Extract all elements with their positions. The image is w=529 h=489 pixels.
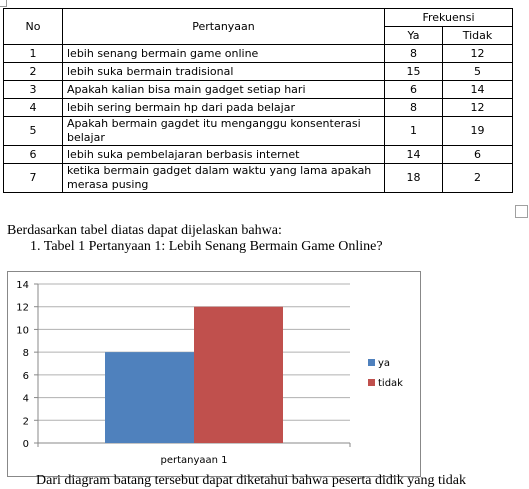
- row-yes-count: 15: [385, 63, 443, 81]
- row-no-count: 12: [443, 45, 513, 63]
- list-item-1: 1. Tabel 1 Pertanyaan 1: Lebih Senang Bermain Game Online?: [30, 239, 383, 254]
- row-question: [63, 164, 385, 193]
- bar-chart-svg: [8, 272, 420, 476]
- table-row: [4, 63, 513, 81]
- row-question: [63, 99, 385, 117]
- row-yes-count: 8: [385, 45, 443, 63]
- x-category-label: pertanyaan 1: [160, 455, 228, 466]
- question-line: merasa pusing: [67, 178, 149, 191]
- y-tick-label: 14: [16, 280, 29, 291]
- corner-mark: [0, 0, 7, 7]
- legend-label-ya: ya: [378, 358, 391, 369]
- row-number: 7: [4, 164, 63, 193]
- question-line: lebih sering bermain hp dari pada belajar: [67, 100, 295, 114]
- header-no-answer: Tidak: [443, 27, 513, 45]
- y-tick-label: 12: [16, 302, 29, 314]
- bar-tidak: [194, 307, 283, 443]
- table-row: [4, 164, 513, 193]
- row-no-count: 14: [443, 81, 513, 99]
- row-question: [63, 81, 385, 99]
- row-question: [63, 146, 385, 164]
- intro-text: Berdasarkan tabel diatas dapat dijelaskan bahwa:: [7, 223, 282, 238]
- row-no-count: 6: [443, 146, 513, 164]
- row-number: 5: [4, 117, 63, 146]
- header-question: Pertanyaan: [63, 9, 385, 45]
- question-line: lebih senang bermain game online: [67, 46, 259, 60]
- y-tick-label: 6: [22, 370, 29, 382]
- y-tick-label: 0: [22, 439, 29, 450]
- y-tick-label: 4: [22, 393, 29, 405]
- question-line: ketika bermain gadget dalam waktu yang lama apakah: [67, 164, 372, 177]
- bar-ya: [105, 352, 194, 443]
- header-yes: Ya: [385, 27, 443, 45]
- question-line: belajar: [67, 131, 105, 144]
- row-no-count: 5: [443, 63, 513, 81]
- row-no-count: 19: [443, 117, 513, 146]
- row-number: 3: [4, 81, 63, 99]
- row-no-count: 2: [443, 164, 513, 193]
- header-no: No: [4, 9, 63, 45]
- row-number: 6: [4, 146, 63, 164]
- legend-label-tidak: tidak: [378, 378, 403, 389]
- table-row: [4, 146, 513, 164]
- row-yes-count: 14: [385, 146, 443, 164]
- table-resize-handle[interactable]: [515, 205, 528, 218]
- question-line: Apakah kalian bisa main gadget setiap hari: [67, 82, 306, 96]
- header-frequency: Frekuensi: [385, 9, 513, 27]
- y-tick-label: 10: [16, 325, 29, 337]
- bar-chart: [7, 271, 421, 477]
- question-line: lebih suka pembelajaran berbasis internet: [67, 147, 300, 161]
- row-yes-count: 18: [385, 164, 443, 193]
- table-row: [4, 99, 513, 117]
- y-tick-label: 8: [22, 348, 29, 360]
- table-row: [4, 81, 513, 99]
- row-question: [63, 63, 385, 81]
- row-question: [63, 45, 385, 63]
- table-row: [4, 45, 513, 63]
- row-no-count: 12: [443, 99, 513, 117]
- survey-table: [3, 8, 513, 193]
- legend-swatch-tidak: [368, 379, 375, 386]
- row-yes-count: 6: [385, 81, 443, 99]
- table-body: [4, 45, 513, 193]
- row-number: 2: [4, 63, 63, 81]
- row-question: [63, 117, 385, 146]
- cut-off-paragraph: Dari diagram batang tersebut dapat diketahui bahwa peserta didik yang tidak: [36, 473, 466, 488]
- row-yes-count: 8: [385, 99, 443, 117]
- y-tick-label: 2: [22, 416, 29, 428]
- row-number: 1: [4, 45, 63, 63]
- question-line: Apakah bermain gagdet itu menganggu konsenterasi: [67, 117, 361, 130]
- table-row: [4, 117, 513, 146]
- question-line: lebih suka bermain tradisional: [67, 64, 234, 78]
- row-number: 4: [4, 99, 63, 117]
- row-yes-count: 1: [385, 117, 443, 146]
- legend-swatch-ya: [368, 359, 375, 366]
